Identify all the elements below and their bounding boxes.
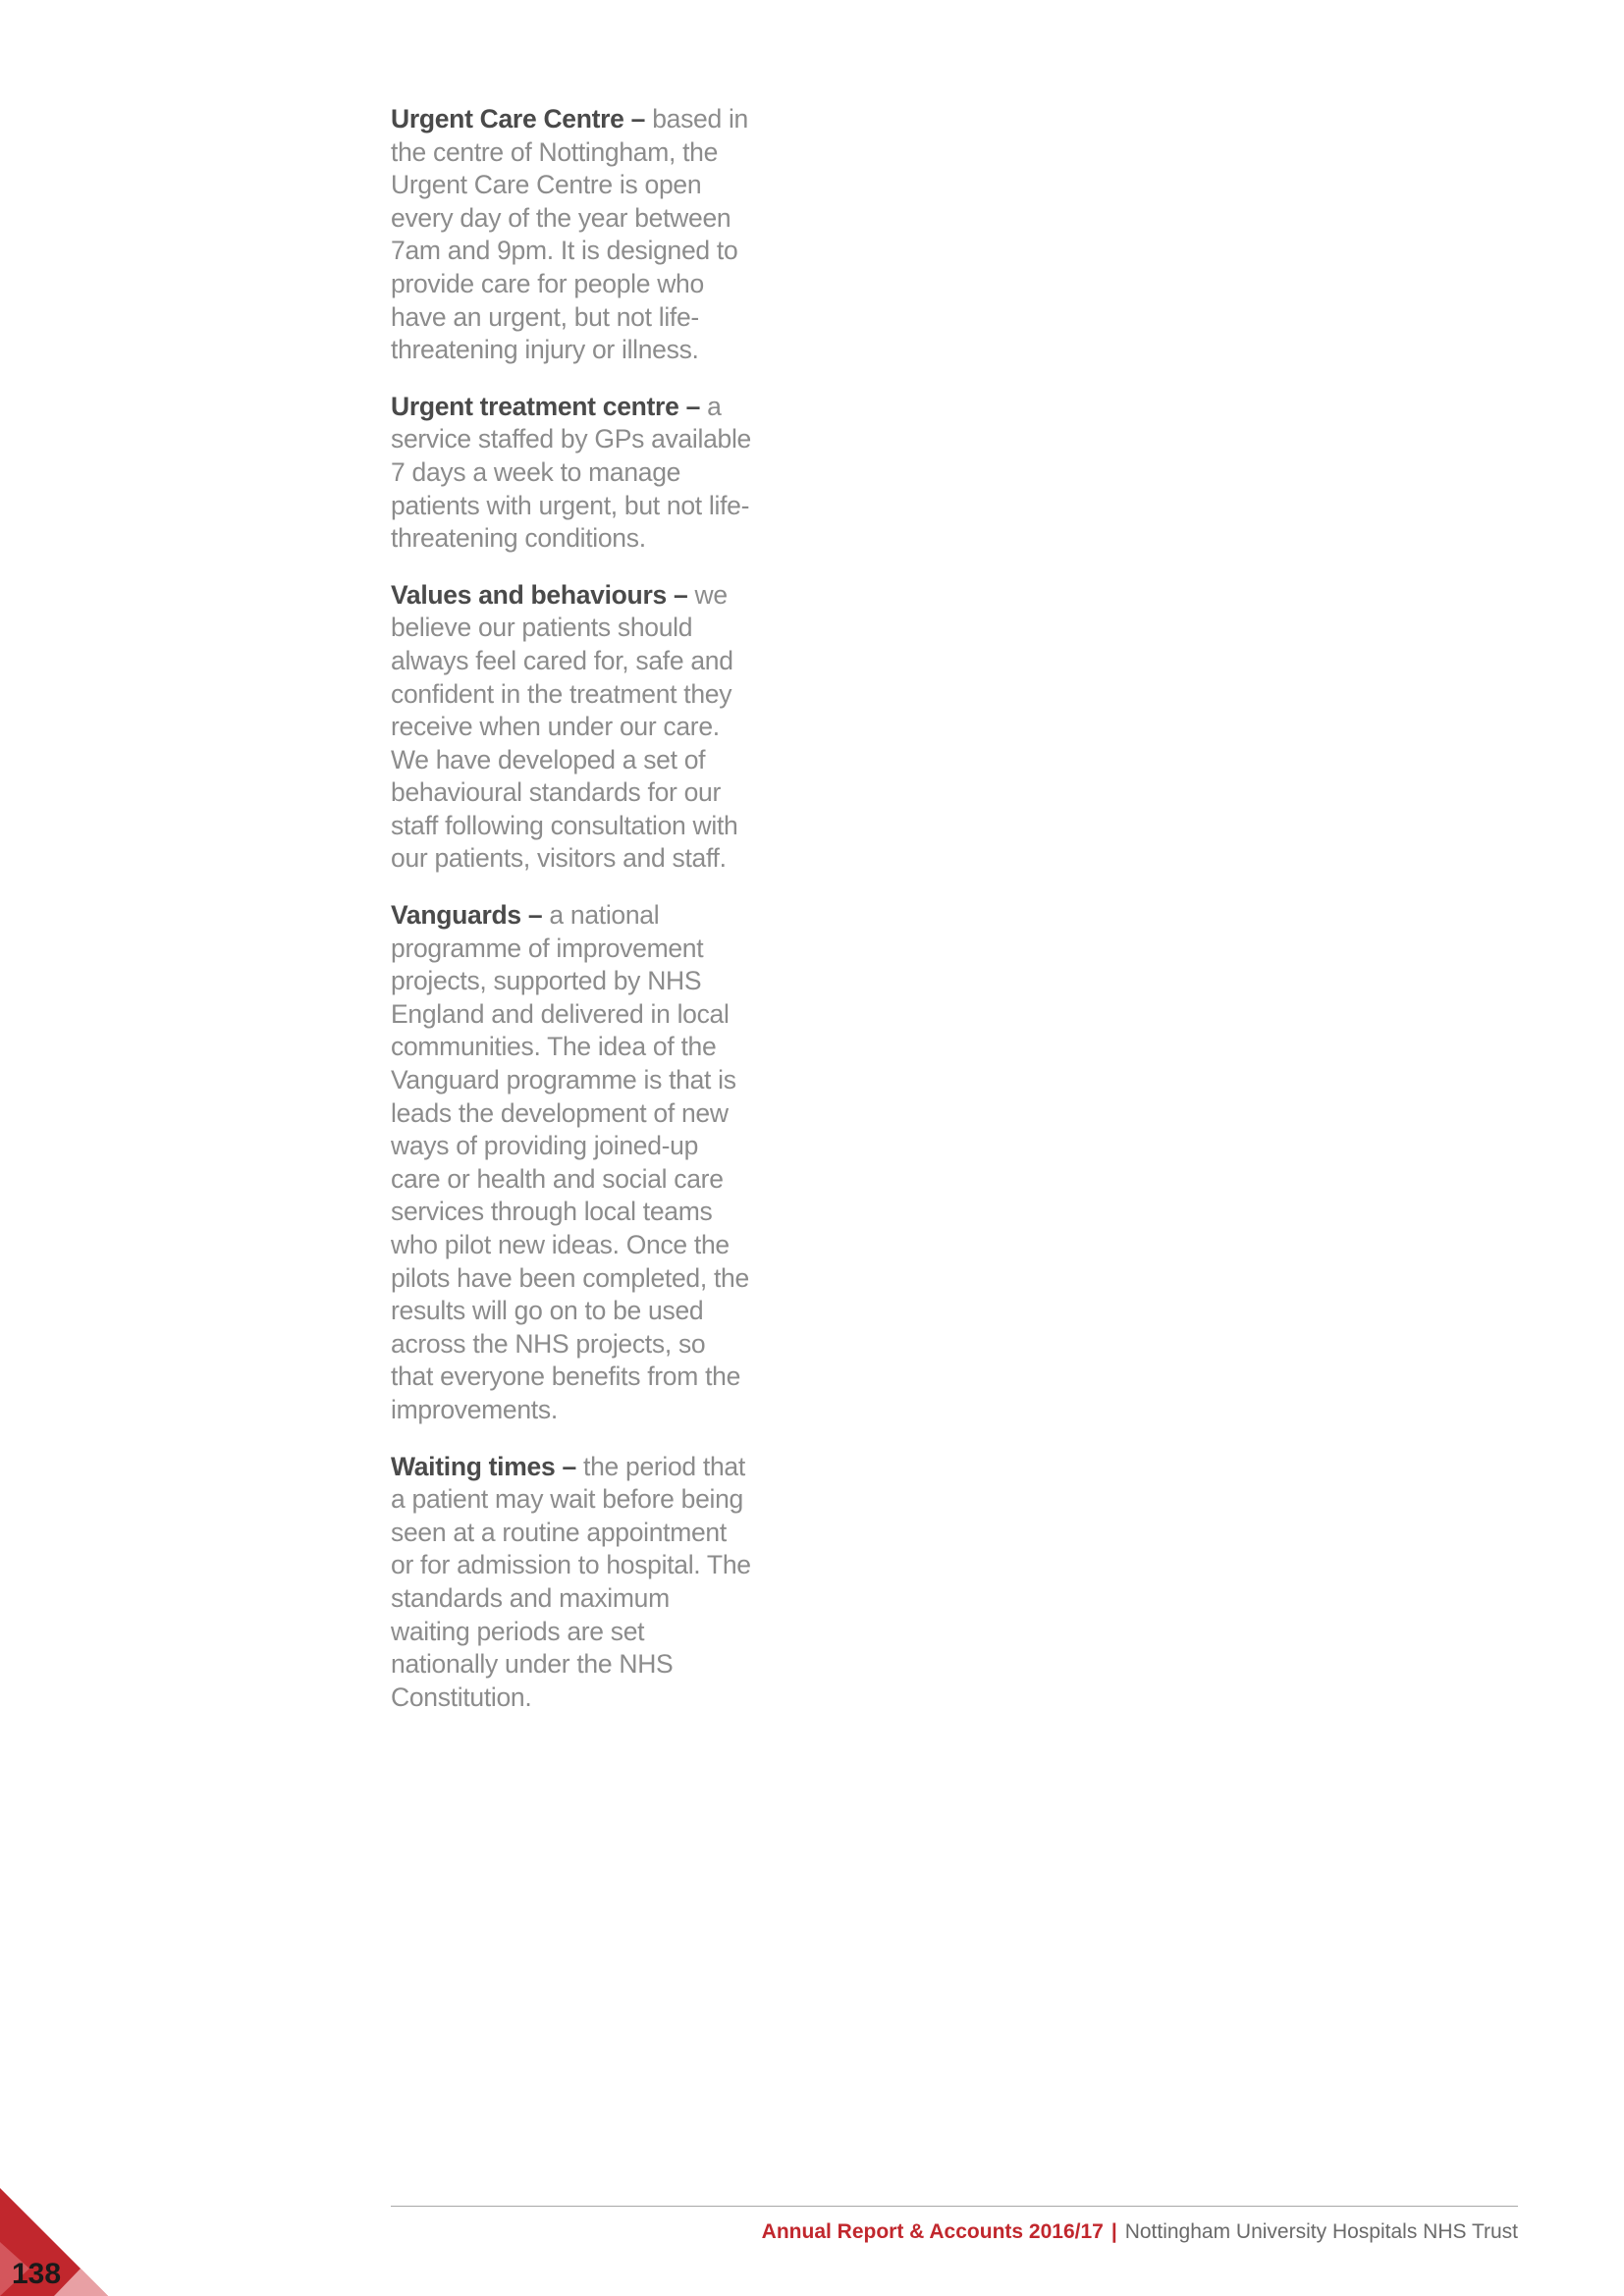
footer-organisation: Nottingham University Hospitals NHS Trust (1124, 2220, 1518, 2243)
glossary-term: Vanguards (391, 900, 521, 931)
glossary-definition: a national programme of improvement projects, supported by NHS England and delivered in local communities. The idea of the Vanguard programme is that is leads the development of new ways of providing joined-up care or health and social care services through local teams who pilot new ideas. Once the pilots have been completed, the results will go on to be used across the NHS projects, so that everyone benefits from the improvements. (391, 900, 749, 1424)
glossary-term: Values and behaviours (391, 579, 667, 610)
term-dash: – (562, 1451, 576, 1481)
glossary-term: Waiting times (391, 1451, 556, 1481)
glossary-definition: based in the centre of Nottingham, the Urgent Care Centre is open every day of the year between 7am and 9pm. It is designed to provide care for people who have an urgent, but not life-threatening injury or illness. (391, 104, 748, 365)
footer-report-title: Annual Report & Accounts 2016/17 (761, 2220, 1104, 2243)
term-dash: – (673, 579, 688, 610)
glossary-term: Urgent treatment centre (391, 391, 679, 421)
glossary-entry-vanguards (391, 899, 754, 1427)
glossary-definition: the period that a patient may wait before being seen at a routine appointment or for admission to hospital. The standards and maximum waiting periods are set nationally under the NHS Constitution. (391, 1451, 751, 1712)
glossary-entry-urgent-care-centre (391, 103, 754, 367)
glossary-term: Urgent Care Centre (391, 104, 624, 133)
glossary-entry-values-and-behaviours (391, 579, 754, 876)
glossary-definition: a service staffed by GPs available 7 days a week to manage patients with urgent, but not life-threatening conditions. (391, 391, 751, 554)
glossary-entry-waiting-times (391, 1451, 754, 1715)
page-footer (762, 2217, 1518, 2247)
term-dash: – (527, 900, 543, 931)
term-dash: – (685, 391, 701, 421)
footer-separator: | (1110, 2220, 1117, 2243)
glossary-entry-urgent-treatment-centre (391, 391, 754, 556)
footer-divider (391, 2206, 1518, 2207)
page-number: 138 (12, 2258, 62, 2290)
glossary-definition: we believe our patients should always feel cared for, safe and confident in the treatment they receive when under our care. We have developed a set of behavioural standards for our staff following consultation with our patients, visitors and staff. (391, 579, 738, 874)
glossary-column (391, 103, 754, 1737)
term-dash: – (630, 104, 646, 133)
